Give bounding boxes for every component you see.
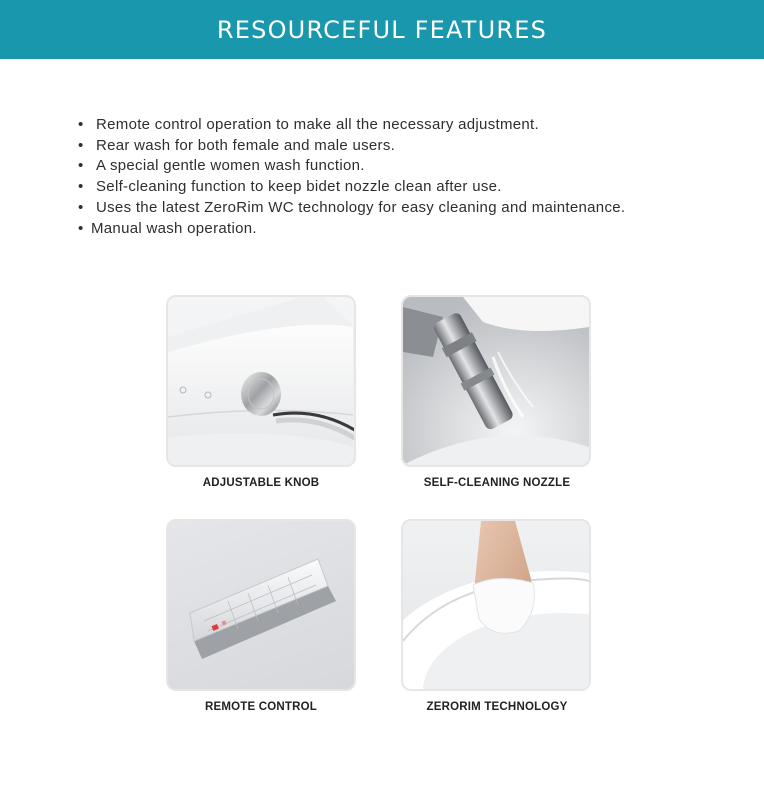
nozzle-illustration bbox=[403, 297, 589, 465]
feature-text: Remote control operation to make all the necessary adjustment. bbox=[96, 116, 539, 133]
card-caption: ZERORIM TECHNOLOGY bbox=[426, 701, 568, 713]
feature-text: Self-cleaning function to keep bidet nozzle clean after use. bbox=[96, 178, 502, 196]
feature-item bbox=[78, 136, 738, 157]
feature-item bbox=[78, 198, 738, 219]
zerorim-illustration bbox=[403, 521, 589, 689]
feature-text: A special gentle women wash function. bbox=[96, 157, 365, 175]
feature-list bbox=[78, 115, 738, 239]
feature-text: Manual wash operation. bbox=[91, 219, 257, 237]
toilet-seat-knob-photo bbox=[166, 295, 356, 467]
feature-item bbox=[78, 177, 738, 198]
feature-item bbox=[78, 219, 738, 240]
remote-illustration bbox=[168, 521, 354, 689]
bullet-icon: • bbox=[78, 198, 84, 216]
hand-wiping-bowl-photo bbox=[401, 519, 591, 691]
feature-item bbox=[78, 115, 738, 136]
card-caption: ADJUSTABLE KNOB bbox=[202, 477, 320, 489]
bullet-icon: • bbox=[78, 219, 84, 237]
bullet-icon: • bbox=[78, 157, 84, 175]
feature-text: Uses the latest ZeroRim WC technology for easy cleaning and maintenance. bbox=[96, 198, 626, 216]
feature-text: Rear wash for both female and male users. bbox=[96, 136, 396, 154]
card-caption: SELF-CLEANING NOZZLE bbox=[423, 477, 571, 489]
bullet-icon: • bbox=[78, 116, 84, 133]
page-title: RESOURCEFUL FEATURES bbox=[216, 15, 548, 44]
bullet-icon: • bbox=[78, 136, 84, 154]
bidet-nozzle-photo bbox=[401, 295, 591, 467]
bullet-icon: • bbox=[78, 178, 84, 196]
feature-item bbox=[78, 156, 738, 177]
remote-control-photo bbox=[166, 519, 356, 691]
header-banner bbox=[0, 0, 764, 59]
card-caption: REMOTE CONTROL bbox=[204, 701, 318, 713]
knob-illustration bbox=[168, 297, 354, 465]
